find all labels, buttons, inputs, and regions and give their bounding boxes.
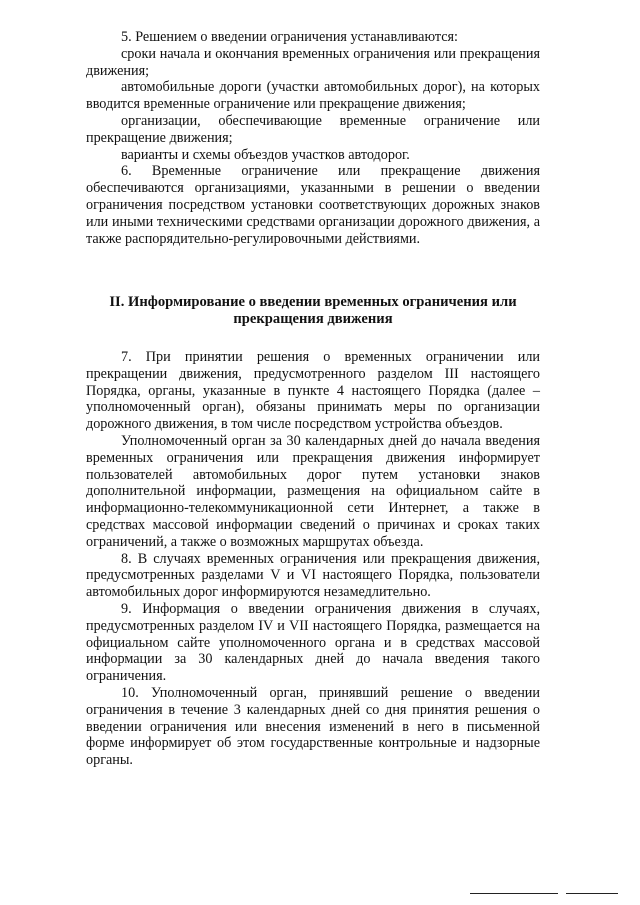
paragraph-7-continued: Уполномоченный орган за 30 календарных дней до начала введения временных ограничения или прекращения движения информирует пользователей автомобильных дорог путем установки знаков дополнительной информации, размещения на официальном сайте в информационно-телекоммуникационной сети Интернет, а также в средствах массовой информации сведений о причинах и сроках таких ограничений, а также о возможных маршрутах объезда.	[86, 432, 540, 550]
section-2-text	[86, 349, 540, 769]
paragraph-6: 6. Временные ограничение или прекращение движения обеспечиваются организациями, указанными в решении о введении ограничения посредством установки соответствующих дорожных знаков или иными техническими средствами организации дорожного движения, а также распорядительно-регулировочными действиями.	[86, 163, 540, 247]
heading-line-2: прекращения движения	[233, 311, 393, 328]
paragraph-8: 8. В случаях временных ограничения или прекращения движения, предусмотренных разделами V и VI настоящего Порядка, пользователи автомобильных дорог информируются незамедлительно.	[86, 550, 540, 601]
paragraph-5: 5. Решением о введении ограничения устанавливаются:	[121, 29, 458, 45]
footer-rule-short	[566, 893, 618, 894]
paragraph-10: 10. Уполномоченный орган, принявший решение о введении ограничения в течение 3 календарных дней со дня принятия решения о введении ограничения или внесения изменений в него в письменной форме информирует об этом государственные контрольные и надзорные органы.	[86, 684, 540, 769]
list-item-1: сроки начала и окончания временных ограничения или прекращения движения;	[86, 45, 540, 79]
paragraph-7: 7. При принятии решения о временных ограничении или прекращении движения, предусмотренного разделом III настоящего Порядка, органы, указанные в пункте 4 настоящего Порядка (далее – уполномоченный орган), обязаны принимать меры по организации дорожного движения, в том числе посредством устройства объездов.	[86, 349, 540, 433]
list-item-2: автомобильные дороги (участки автомобильных дорог), на которых вводится временные ограничение или прекращение движения;	[86, 79, 540, 113]
paragraph-9: 9. Информация о введении ограничения движения в случаях, предусмотренных разделом IV и VII настоящего Порядка, размещается на официальном сайте уполномоченного органа и в средствах массовой информации за 30 календарных дней до начала введения такого ограничения.	[86, 600, 540, 685]
footer-rule	[470, 893, 558, 894]
heading-line-1: II. Информирование о введении временных ограничения или	[109, 294, 517, 310]
list-item-3: организации, обеспечивающие временные ограничение или прекращение движения;	[86, 112, 540, 146]
list-item-4: варианты и схемы объездов участков автодорог.	[121, 146, 410, 163]
section-2-heading	[86, 294, 540, 329]
section-1-text	[86, 29, 540, 247]
